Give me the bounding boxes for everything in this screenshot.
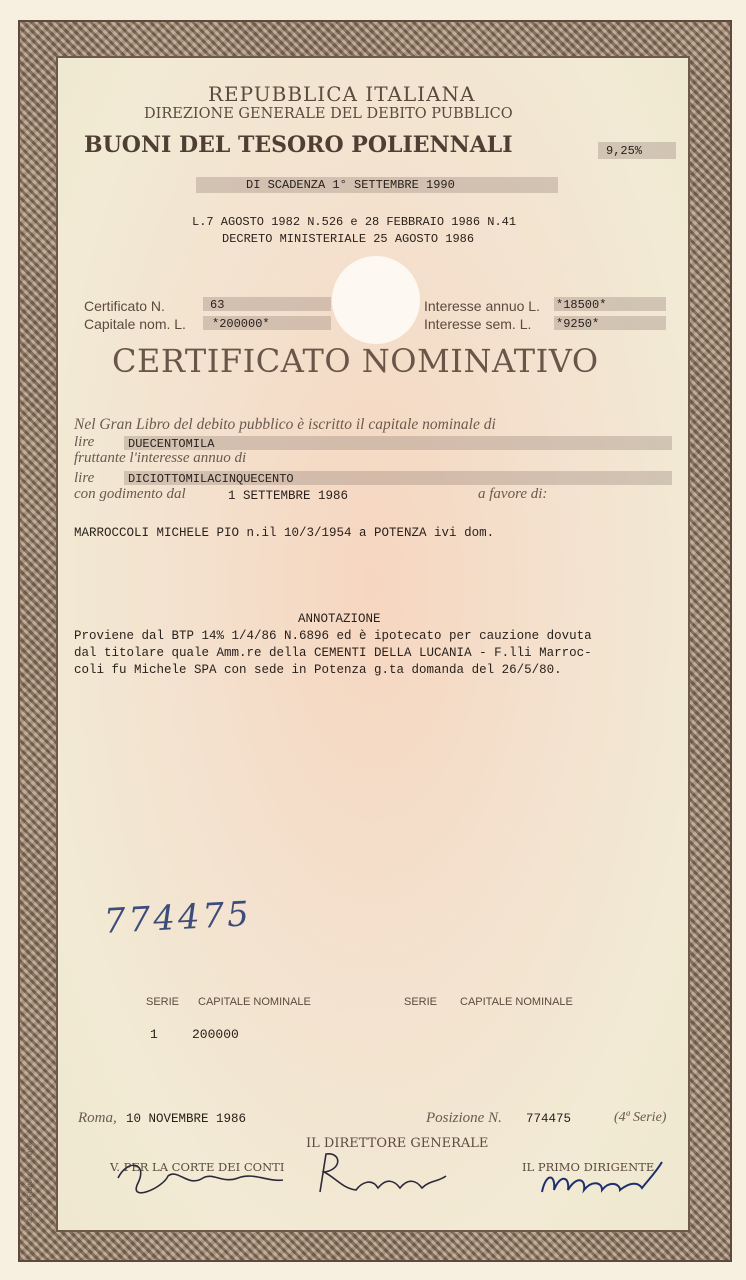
serie-note: (4ª Serie): [614, 1110, 667, 1125]
certificato-label: Certificato N.: [84, 298, 165, 314]
interesse-annuo-label: Interesse annuo L.: [424, 298, 540, 314]
series-row-serie: 1: [150, 1027, 158, 1042]
interest-words: DICIOTTOMILACINQUECENTO: [128, 472, 294, 486]
decree-line: DECRETO MINISTERIALE 25 AGOSTO 1986: [222, 232, 475, 246]
main-title: CERTIFICATO NOMINATIVO: [112, 342, 599, 380]
signature-court: [108, 1148, 288, 1198]
annotation-line: Proviene dal BTP 14% 1/4/86 N.6896 ed è ipotecato per cauzione dovuta: [74, 629, 592, 643]
director-title: IL DIRETTORE GENERALE: [306, 1136, 489, 1151]
maturity-line: DI SCADENZA 1° SETTEMBRE 1990: [246, 178, 455, 192]
watermark-seal: [332, 256, 420, 344]
col2-capitale-header: CAPITALE NOMINALE: [460, 996, 573, 1008]
favore-text: a favore di:: [478, 486, 548, 502]
annotation-line: dal titolare quale Amm.re della CEMENTI DELLA LUCANIA - F.lli Marroc-: [74, 646, 592, 660]
interesse-annuo-value: *18500*: [556, 298, 607, 312]
lire-label-1: lire: [74, 434, 95, 450]
godimento-label: con godimento dal: [74, 486, 186, 502]
annotation-line: coli fu Michele SPA con sede in Potenza g.ta domanda del 26/5/80.: [74, 663, 562, 677]
posizione-label: Posizione N.: [426, 1110, 502, 1126]
col1-serie-header: SERIE: [146, 996, 180, 1008]
intro-text: Nel Gran Libro del debito pubblico è iscritto il capitale nominale di: [74, 416, 496, 433]
law-line: L.7 AGOSTO 1982 N.526 e 28 FEBBRAIO 1986 N.41: [192, 215, 517, 229]
bond-title: BUONI DEL TESORO POLIENNALI: [84, 132, 513, 158]
primo-dirigente-label: IL PRIMO DIRIGENTE: [522, 1160, 655, 1174]
court-label: V. PER LA CORTE DEI CONTI: [110, 1160, 285, 1174]
place-label: Roma,: [78, 1110, 117, 1126]
republic-heading: REPUBBLICA ITALIANA: [208, 82, 476, 106]
capitale-value: *200000*: [212, 317, 270, 331]
capitale-label: Capitale nom. L.: [84, 316, 186, 332]
signature-primo-dirigente: [536, 1152, 676, 1202]
godimento-value: 1 SETTEMBRE 1986: [228, 489, 349, 503]
capital-words: DUECENTOMILA: [128, 437, 215, 451]
rate-value: 9,25%: [606, 144, 643, 158]
series-row-capitale: 200000: [192, 1027, 239, 1042]
col1-capitale-header: CAPITALE NOMINALE: [198, 996, 311, 1008]
direction-heading: DIREZIONE GENERALE DEL DEBITO PUBBLICO: [144, 106, 513, 122]
interesse-sem-value: *9250*: [556, 317, 600, 331]
lire-label-2: lire: [74, 470, 95, 486]
handwritten-number: 774475: [103, 894, 253, 942]
col2-serie-header: SERIE: [404, 996, 438, 1008]
fruttante-text: fruttante l'interesse annuo di: [74, 450, 247, 466]
posizione-value: 774475: [526, 1112, 572, 1126]
interesse-sem-label: Interesse sem. L.: [424, 316, 532, 332]
annotation-title: ANNOTAZIONE: [298, 612, 381, 626]
signature-director: [312, 1148, 462, 1202]
certificato-value: 63: [210, 298, 225, 312]
holder-line: MARROCCOLI MICHELE PIO n.il 10/3/1954 a POTENZA ivi dom.: [74, 526, 495, 540]
printer-note: I.P.Z.S. - OFFICINA C.V. - ROMA: [28, 1141, 34, 1230]
issue-date: 10 NOVEMBRE 1986: [126, 1112, 247, 1126]
